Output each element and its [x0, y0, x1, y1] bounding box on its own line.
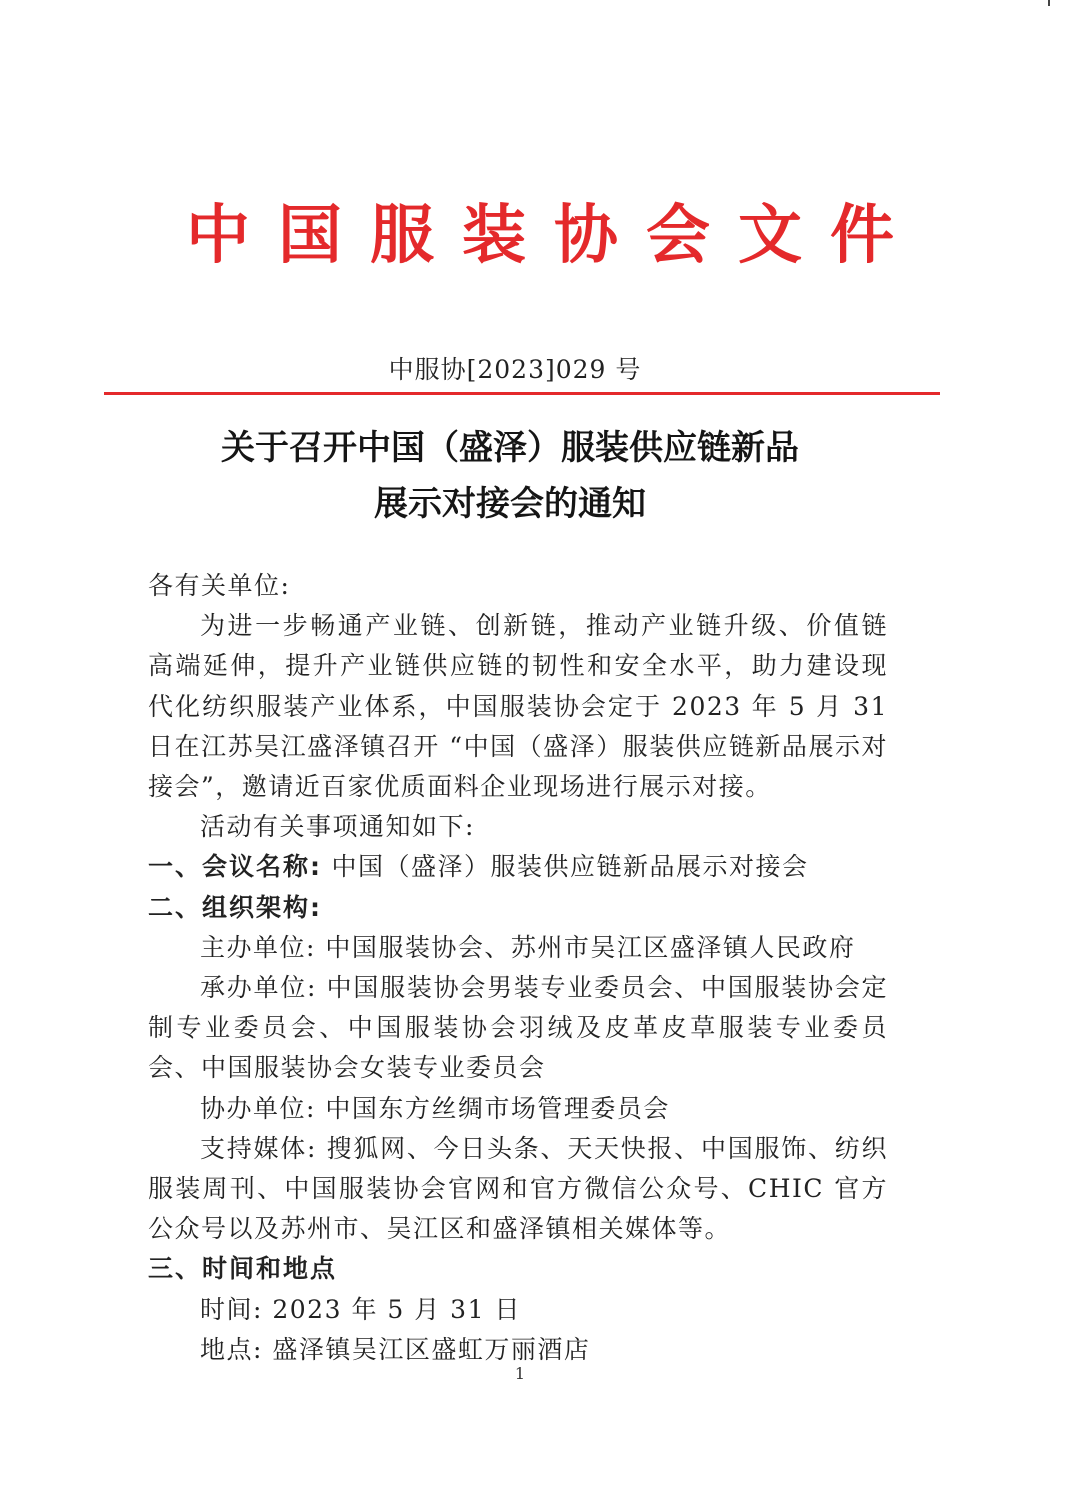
section-2-heading: 二、组织架构:: [148, 892, 322, 922]
co-organizer-paragraph: 协办单位: 中国东方丝绸市场管理委员会: [200, 1093, 670, 1123]
host-paragraph: 主办单位: 中国服装协会、苏州市吴江区盛泽镇人民政府: [200, 932, 856, 962]
section-3-heading: 三、时间和地点: [148, 1254, 338, 1284]
org-document-header: 中国服装协会文件: [186, 198, 922, 273]
salutation: 各有关单位:: [148, 571, 291, 600]
red-divider-line: [104, 392, 940, 395]
lead-paragraph: 活动有关事项通知如下:: [200, 812, 475, 842]
place-paragraph: 地点: 盛泽镇吴江区盛虹万丽酒店: [200, 1334, 591, 1364]
document-number: 中服协[2023]029 号: [388, 355, 642, 384]
page-number: 1: [514, 1364, 526, 1383]
notice-body: [148, 566, 888, 1370]
intro-paragraph: 为进一步畅通产业链、创新链，推动产业链升级、价值链高端延伸，提升产业链供应链的韧性和安全水平，助力建设现代化纺织服装产业体系，中国服装协会定于 2023 年 5 月 31 日在江苏吴江盛泽镇召开 “中国（盛泽）服装供应链新品展示对接会”，邀请近百家优质面料企业现场进行展示对接。: [148, 611, 888, 802]
notice-title-line-2: 展示对接会的通知: [374, 484, 646, 524]
media-paragraph: 支持媒体: 搜狐网、今日头条、天天快报、中国服饰、纺织服装周刊、中国服装协会官网和官方微信公众号、CHIC 官方公众号以及苏州市、吴江区和盛泽镇相关媒体等。: [148, 1133, 888, 1244]
notice-title-line-1: 关于召开中国（盛泽）服装供应链新品: [221, 428, 799, 468]
section-1-text: 中国（盛泽）服装供应链新品展示对接会: [322, 852, 809, 882]
section-1-heading: 一、会议名称:: [148, 852, 322, 882]
section-1: [148, 847, 888, 887]
notice-title: [0, 420, 1020, 532]
organizer-paragraph: 承办单位: 中国服装协会男装专业委员会、中国服装协会定制专业委员会、中国服装协会羽绒及皮革皮草服装专业委员会、中国服装协会女装专业委员会: [148, 973, 888, 1083]
scan-mark: [1048, 0, 1050, 6]
time-paragraph: 时间: 2023 年 5 月 31 日: [200, 1294, 521, 1324]
